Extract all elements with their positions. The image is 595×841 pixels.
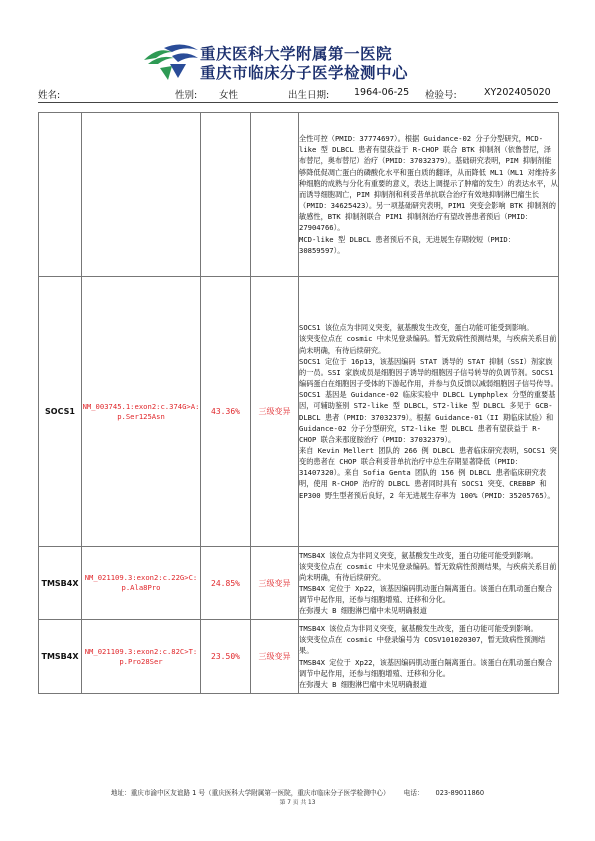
footer-phone: 023-89011860 xyxy=(435,789,485,797)
header-divider xyxy=(38,102,558,103)
description-paragraph: TMSB4X 该位点为非同义突变，氨基酸发生改变，蛋白功能可能受到影响。 xyxy=(299,550,538,560)
dob-label: 出生日期: xyxy=(288,90,330,101)
description-paragraph: 全性可控（PMID：37774697）。根据 Guidance-02 分子分型研究，MCD-like 型 DLBCL 患者有望获益于 R-CHOP 联合 BTK 抑制剂（依鲁替尼，泽布替尼，奥布替尼）治疗（PMID：37032379）。基础研究表明，PIM 抑制剂能够降低促凋亡蛋白的磷酸化水平和蛋白质的翻译，从而降低 ML1（ML1 对维持多种细胞的成熟与分化有重要的意义，表达上调提示了肿瘤的发生）的表达水平，从而诱导细胞凋亡，PIM 抑制剂和利妥昔单抗联合治疗有效地抑制淋巴瘤生长（PMID：34625423）。另一项基础研究表明，PIM1 突变会影响 BTK 抑制剂的敏感性，BTK 抑制剂联合 PIM1 抑制剂治疗有望改善患者预后（PMID：27904766）。 xyxy=(299,134,558,233)
description-paragraph: 来自 Kevin Mellert 团队的 266 例 DLBCL 患者临床研究表明，SOCS1 突变的患者在 CHOP 联合利妥昔单抗治疗中总生存期显著降低（PMID：31407320）。来自 Sofia Genta 团队的 156 例 DLBCL 患者临床研究表明，使用 R-CHOP 治疗的 DLBCL 患者同时具有 SOCS1 突变、CREBBP 和 EP300 野生型者预后良好，2 年无进展生存率为 100%（PMID：35205765）。 xyxy=(299,445,557,500)
hospital-name: 重庆医科大学附属第一医院 xyxy=(200,45,393,63)
frequency-cell: 23.50% xyxy=(201,620,251,694)
gene-cell xyxy=(39,113,82,277)
description-paragraph: MCD-like 型 DLBCL 患者预后不良，无进展生存期较短（PMID：30859597）。 xyxy=(299,234,515,255)
dob-value: 1964-06-25 xyxy=(354,87,410,98)
table-row xyxy=(39,277,559,547)
gender-value: 女性 xyxy=(219,90,239,101)
classification-cell xyxy=(251,113,299,277)
gender-label: 性别: xyxy=(175,90,198,101)
description-cell xyxy=(299,620,559,694)
description-paragraph: 在弥漫大 B 细胞淋巴瘤中未见明确报道 xyxy=(299,679,427,689)
gene-cell: SOCS1 xyxy=(39,277,82,547)
description-paragraph: TMSB4X 该位点为非同义突变，氨基酸发生改变，蛋白功能可能受到影响。 xyxy=(299,624,538,634)
variant-cell: NM_021109.3:exon2:c.22G>C:p.Ala8Pro xyxy=(82,547,201,620)
description-cell xyxy=(299,547,559,620)
description-paragraph: TMSB4X 定位于 Xp22，该基因编码肌动蛋白隔离蛋白。该蛋白在肌动蛋白聚合调节中起作用，还参与细胞增殖、迁移和分化。 xyxy=(299,657,553,678)
gene-cell: TMSB4X xyxy=(39,620,82,694)
description-cell xyxy=(299,113,559,277)
id-value: XY202405020 xyxy=(484,87,551,98)
frequency-cell xyxy=(201,113,251,277)
description-paragraph: SOCS1 基因是 Guidance-02 临床实验中 DLBCL Lymphplex 分型的重要基因，可辅助鉴别 ST2-like 型 DLBCL，ST2-like 型 DLBCL 多见于 GCB-DLBCL 患者（PMID：37032379）。根据 Guidance-01（II 期临床试验）和 Guidance-02 分子分型研究，ST2-like 型 DLBCL 患者有望获益于 R-CHOP 联合来那度胺治疗（PMID：37032379）。 xyxy=(299,390,556,444)
hospital-logo-icon xyxy=(142,40,200,82)
center-name: 重庆市临床分子医学检测中心 xyxy=(200,64,409,82)
description-paragraph: 该突变位点在 cosmic 中未见登录编码。暂无致病性预测结果，与疾病关系目前尚未明确，有待后续研究。 xyxy=(299,561,557,582)
gene-cell: TMSB4X xyxy=(39,547,82,620)
table-row xyxy=(39,547,559,620)
frequency-cell: 43.36% xyxy=(201,277,251,547)
footer-phone-label: 电话： xyxy=(403,789,424,797)
description-paragraph: 在弥漫大 B 细胞淋巴瘤中未见明确报道 xyxy=(299,606,427,616)
frequency-cell: 24.85% xyxy=(201,547,251,620)
hospital-title xyxy=(200,45,408,83)
page-number: 第 7 页 共 13 xyxy=(279,800,316,806)
description-cell xyxy=(299,277,559,547)
id-label: 检验号: xyxy=(425,90,457,101)
classification-cell: 三级变异 xyxy=(251,620,299,694)
variant-cell: NM_021109.3:exon2:c.82C>T:p.Pro28Ser xyxy=(82,620,201,694)
description-paragraph: TMSB4X 定位于 Xp22，该基因编码肌动蛋白隔离蛋白。该蛋白在肌动蛋白聚合调节中起作用，还参与细胞增殖、迁移和分化。 xyxy=(299,584,553,605)
patient-info-bar xyxy=(0,84,595,104)
footer-address: 地址：重庆市渝中区友谊路 1 号（重庆医科大学附属第一医院，重庆市临床分子医学检测中心） xyxy=(110,789,390,797)
variant-cell: NM_003745.1:exon2:c.374G>A:p.Ser125Asn xyxy=(82,277,201,547)
description-paragraph: 该突变位点在 cosmic 中未见登录编码。暂无致病性预测结果，与疾病关系目前尚未明确，有待后续研究。 xyxy=(299,334,557,355)
description-paragraph: SOCS1 定位于 16p13，该基因编码 STAT 诱导的 STAT 抑制（SSI）剂家族的一员。SSI 家族成员是细胞因子诱导的细胞因子信号转导的负调节剂。SOCS1 编码蛋白在细胞因子受体的下游起作用，并参与负反馈以减弱细胞因子信号传导。 xyxy=(299,356,558,389)
description-paragraph: SOCS1 该位点为非同义突变，氨基酸发生改变，蛋白功能可能受到影响。 xyxy=(299,323,534,333)
table-row xyxy=(39,113,559,277)
description-paragraph: 该突变位点在 cosmic 中登录编号为 COSV101020307，暂无致病性预测结果。 xyxy=(299,635,546,656)
classification-cell: 三级变异 xyxy=(251,277,299,547)
name-label: 姓名: xyxy=(38,90,61,101)
table-row xyxy=(39,620,559,694)
variant-table xyxy=(38,112,559,694)
classification-cell: 三级变异 xyxy=(251,547,299,620)
variant-cell xyxy=(82,113,201,277)
page-footer xyxy=(0,787,595,797)
